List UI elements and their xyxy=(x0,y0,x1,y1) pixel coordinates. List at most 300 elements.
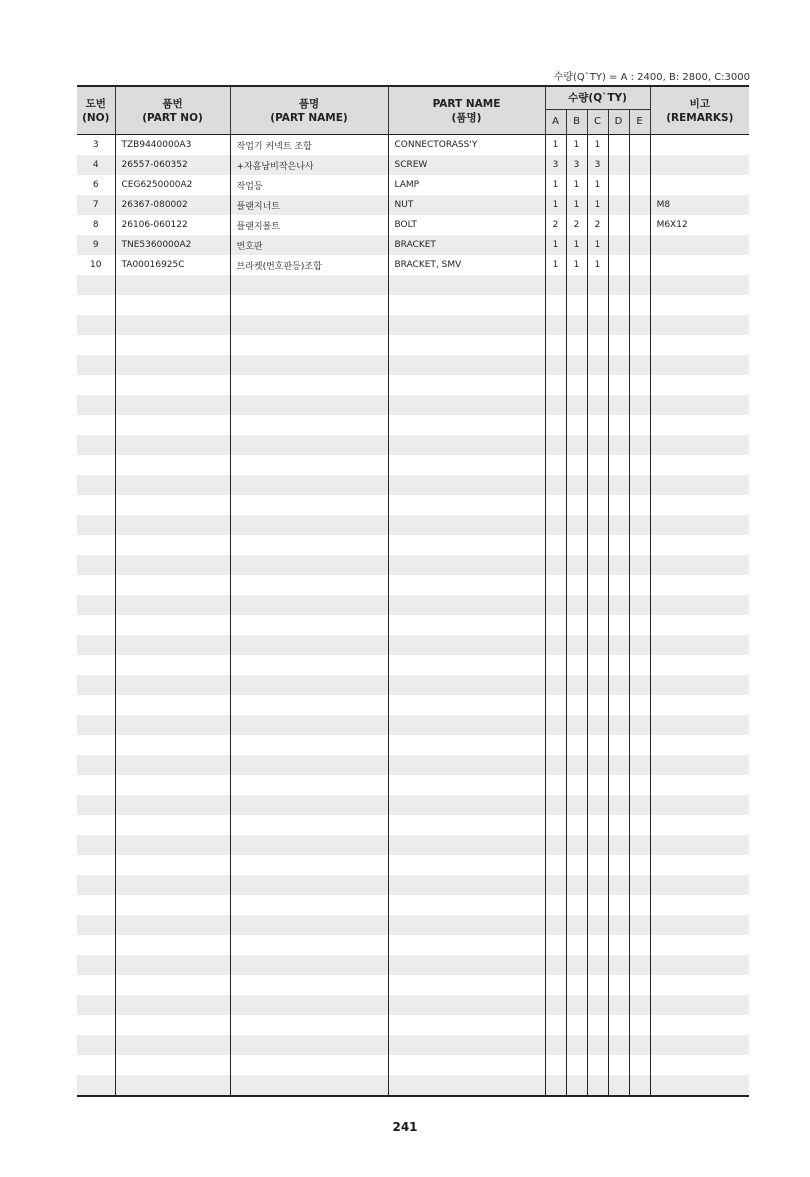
row-qty-a xyxy=(545,955,566,975)
row-no xyxy=(77,515,115,535)
row-no xyxy=(77,775,115,795)
table-row xyxy=(77,1055,749,1075)
row-remarks xyxy=(650,855,749,875)
row-name-en xyxy=(388,275,545,295)
row-remarks xyxy=(650,815,749,835)
row-no xyxy=(77,575,115,595)
row-qty-b xyxy=(566,795,587,815)
row-name-en xyxy=(388,375,545,395)
row-part-no: 26367-080002 xyxy=(115,195,230,215)
row-part-no xyxy=(115,875,230,895)
row-name-kr xyxy=(230,955,388,975)
row-qty-b xyxy=(566,915,587,935)
row-part-no xyxy=(115,795,230,815)
row-qty-e xyxy=(629,275,650,295)
table-row xyxy=(77,455,749,475)
row-name-kr xyxy=(230,1015,388,1035)
table-row xyxy=(77,255,749,275)
row-qty-e xyxy=(629,935,650,955)
row-no xyxy=(77,795,115,815)
row-qty-d xyxy=(608,815,629,835)
row-part-no xyxy=(115,615,230,635)
row-part-no xyxy=(115,835,230,855)
row-name-en xyxy=(388,615,545,635)
row-qty-a: 1 xyxy=(545,135,566,156)
row-part-no xyxy=(115,335,230,355)
row-name-en xyxy=(388,675,545,695)
header-part-no-en: (PART NO) xyxy=(142,111,203,124)
row-qty-a xyxy=(545,395,566,415)
row-name-kr xyxy=(230,1055,388,1075)
table-row xyxy=(77,735,749,755)
table-body xyxy=(77,135,749,1097)
row-remarks xyxy=(650,995,749,1015)
row-part-no xyxy=(115,655,230,675)
row-qty-a xyxy=(545,715,566,735)
row-name-en xyxy=(388,535,545,555)
table-header xyxy=(77,86,749,135)
row-name-en xyxy=(388,795,545,815)
row-qty-a xyxy=(545,895,566,915)
row-part-no xyxy=(115,275,230,295)
row-name-en xyxy=(388,955,545,975)
row-name-en xyxy=(388,495,545,515)
table-row xyxy=(77,475,749,495)
row-qty-a xyxy=(545,595,566,615)
row-qty-a xyxy=(545,375,566,395)
row-remarks xyxy=(650,435,749,455)
row-remarks xyxy=(650,515,749,535)
table-row xyxy=(77,915,749,935)
row-part-no xyxy=(115,395,230,415)
row-qty-c xyxy=(587,755,608,775)
row-qty-a xyxy=(545,875,566,895)
row-name-kr xyxy=(230,455,388,475)
row-qty-b xyxy=(566,295,587,315)
row-qty-c xyxy=(587,655,608,675)
row-name-en xyxy=(388,875,545,895)
row-qty-d xyxy=(608,395,629,415)
row-remarks xyxy=(650,1015,749,1035)
row-qty-d xyxy=(608,915,629,935)
row-qty-e xyxy=(629,155,650,175)
row-name-en xyxy=(388,1015,545,1035)
row-qty-b xyxy=(566,855,587,875)
row-no xyxy=(77,735,115,755)
row-name-en xyxy=(388,1075,545,1096)
row-qty-c xyxy=(587,675,608,695)
row-qty-b xyxy=(566,755,587,775)
row-name-kr xyxy=(230,475,388,495)
row-no xyxy=(77,815,115,835)
row-no xyxy=(77,975,115,995)
row-qty-a xyxy=(545,575,566,595)
row-part-no xyxy=(115,415,230,435)
row-qty-a xyxy=(545,1075,566,1096)
table-row xyxy=(77,375,749,395)
row-name-en: BRACKET, SMV xyxy=(388,255,545,275)
row-qty-b xyxy=(566,395,587,415)
row-remarks xyxy=(650,155,749,175)
row-no xyxy=(77,355,115,375)
row-remarks xyxy=(650,415,749,435)
row-qty-c xyxy=(587,335,608,355)
row-part-no xyxy=(115,535,230,555)
row-qty-d xyxy=(608,695,629,715)
row-qty-d xyxy=(608,495,629,515)
row-remarks xyxy=(650,275,749,295)
row-remarks xyxy=(650,475,749,495)
row-qty-c: 3 xyxy=(587,155,608,175)
row-qty-d xyxy=(608,375,629,395)
row-qty-b xyxy=(566,655,587,675)
row-remarks xyxy=(650,895,749,915)
row-part-no xyxy=(115,635,230,655)
row-remarks xyxy=(650,735,749,755)
row-qty-c xyxy=(587,555,608,575)
row-qty-e xyxy=(629,1055,650,1075)
row-qty-d xyxy=(608,255,629,275)
row-qty-e xyxy=(629,495,650,515)
header-no xyxy=(77,86,115,135)
row-no xyxy=(77,755,115,775)
row-part-no xyxy=(115,455,230,475)
row-name-en xyxy=(388,515,545,535)
table-row xyxy=(77,935,749,955)
row-qty-a: 1 xyxy=(545,235,566,255)
row-part-no xyxy=(115,595,230,615)
page-number: 241 xyxy=(392,1120,418,1134)
row-no xyxy=(77,315,115,335)
row-name-kr xyxy=(230,835,388,855)
row-qty-e xyxy=(629,915,650,935)
row-name-kr: 플랜지너트 xyxy=(230,195,388,215)
row-qty-b xyxy=(566,335,587,355)
row-qty-e xyxy=(629,675,650,695)
row-no: 9 xyxy=(77,235,115,255)
row-qty-d xyxy=(608,975,629,995)
table-row xyxy=(77,575,749,595)
row-remarks xyxy=(650,715,749,735)
row-part-no xyxy=(115,755,230,775)
row-qty-b xyxy=(566,535,587,555)
row-remarks xyxy=(650,975,749,995)
row-name-en xyxy=(388,755,545,775)
row-no xyxy=(77,475,115,495)
row-qty-d xyxy=(608,775,629,795)
row-part-no xyxy=(115,1035,230,1055)
header-pname-en: PART NAME xyxy=(432,97,501,110)
row-qty-e xyxy=(629,975,650,995)
row-no: 10 xyxy=(77,255,115,275)
row-qty-d xyxy=(608,675,629,695)
row-remarks xyxy=(650,675,749,695)
row-qty-e xyxy=(629,235,650,255)
row-part-no xyxy=(115,515,230,535)
row-qty-e xyxy=(629,375,650,395)
row-part-no: TNE5360000A2 xyxy=(115,235,230,255)
row-qty-b: 3 xyxy=(566,155,587,175)
row-qty-d xyxy=(608,835,629,855)
row-qty-b xyxy=(566,1075,587,1096)
table-row xyxy=(77,315,749,335)
row-remarks xyxy=(650,935,749,955)
row-qty-b xyxy=(566,555,587,575)
row-qty-c xyxy=(587,855,608,875)
row-remarks xyxy=(650,235,749,255)
row-remarks xyxy=(650,775,749,795)
row-qty-c xyxy=(587,735,608,755)
row-remarks xyxy=(650,295,749,315)
row-no xyxy=(77,395,115,415)
table-row xyxy=(77,655,749,675)
row-qty-a xyxy=(545,355,566,375)
row-qty-e xyxy=(629,455,650,475)
row-qty-b xyxy=(566,735,587,755)
row-name-en xyxy=(388,975,545,995)
row-qty-e xyxy=(629,395,650,415)
row-qty-b: 1 xyxy=(566,175,587,195)
row-no xyxy=(77,635,115,655)
row-qty-b: 1 xyxy=(566,235,587,255)
header-pname-kr: (품명) xyxy=(451,111,482,124)
table-row xyxy=(77,775,749,795)
row-qty-b xyxy=(566,815,587,835)
row-no xyxy=(77,715,115,735)
row-name-kr: +자흠남비작은나사 xyxy=(230,155,388,175)
row-remarks xyxy=(650,835,749,855)
row-qty-c xyxy=(587,615,608,635)
row-qty-b: 1 xyxy=(566,195,587,215)
table-row xyxy=(77,235,749,255)
row-no: 6 xyxy=(77,175,115,195)
row-remarks xyxy=(650,755,749,775)
row-qty-b xyxy=(566,575,587,595)
row-name-kr xyxy=(230,615,388,635)
row-qty-e xyxy=(629,995,650,1015)
row-qty-b xyxy=(566,515,587,535)
row-name-kr xyxy=(230,655,388,675)
row-name-kr xyxy=(230,515,388,535)
row-no xyxy=(77,1035,115,1055)
row-part-no xyxy=(115,715,230,735)
row-qty-b xyxy=(566,715,587,735)
row-name-kr xyxy=(230,715,388,735)
row-qty-d xyxy=(608,315,629,335)
row-no xyxy=(77,435,115,455)
row-remarks xyxy=(650,375,749,395)
row-name-kr xyxy=(230,855,388,875)
table-row xyxy=(77,615,749,635)
row-qty-a xyxy=(545,335,566,355)
row-qty-a xyxy=(545,475,566,495)
row-qty-b xyxy=(566,1015,587,1035)
row-qty-c xyxy=(587,535,608,555)
row-no xyxy=(77,655,115,675)
row-remarks xyxy=(650,315,749,335)
row-remarks xyxy=(650,955,749,975)
row-remarks xyxy=(650,1055,749,1075)
row-remarks xyxy=(650,795,749,815)
table-row xyxy=(77,555,749,575)
row-qty-d xyxy=(608,335,629,355)
row-qty-b xyxy=(566,455,587,475)
row-name-kr: 플랜지볼트 xyxy=(230,215,388,235)
row-qty-d xyxy=(608,795,629,815)
row-qty-d xyxy=(608,855,629,875)
row-qty-d xyxy=(608,595,629,615)
row-qty-d xyxy=(608,355,629,375)
row-name-en xyxy=(388,455,545,475)
row-qty-e xyxy=(629,1035,650,1055)
row-remarks xyxy=(650,335,749,355)
table-row xyxy=(77,975,749,995)
row-qty-c xyxy=(587,995,608,1015)
row-remarks xyxy=(650,395,749,415)
row-part-no xyxy=(115,935,230,955)
row-qty-d xyxy=(608,235,629,255)
row-qty-a: 1 xyxy=(545,255,566,275)
row-no xyxy=(77,1075,115,1096)
row-qty-d xyxy=(608,955,629,975)
row-qty-e xyxy=(629,515,650,535)
row-qty-c xyxy=(587,495,608,515)
row-qty-b xyxy=(566,375,587,395)
row-name-kr xyxy=(230,635,388,655)
row-qty-b xyxy=(566,435,587,455)
row-remarks xyxy=(650,915,749,935)
row-no xyxy=(77,915,115,935)
header-qty-e: E xyxy=(629,110,650,135)
row-name-kr xyxy=(230,555,388,575)
row-name-en: SCREW xyxy=(388,155,545,175)
row-remarks xyxy=(650,455,749,475)
row-name-en xyxy=(388,835,545,855)
row-qty-e xyxy=(629,415,650,435)
row-qty-c xyxy=(587,415,608,435)
row-part-no xyxy=(115,375,230,395)
row-remarks xyxy=(650,615,749,635)
row-qty-e xyxy=(629,295,650,315)
row-name-en xyxy=(388,775,545,795)
table-row xyxy=(77,355,749,375)
row-qty-b xyxy=(566,935,587,955)
row-name-en xyxy=(388,735,545,755)
table-row xyxy=(77,795,749,815)
row-qty-b xyxy=(566,275,587,295)
row-qty-a: 1 xyxy=(545,195,566,215)
row-name-kr xyxy=(230,815,388,835)
row-qty-b xyxy=(566,875,587,895)
row-name-en xyxy=(388,415,545,435)
row-qty-b xyxy=(566,895,587,915)
row-remarks xyxy=(650,555,749,575)
row-name-en xyxy=(388,635,545,655)
row-part-no xyxy=(115,1075,230,1096)
row-part-no xyxy=(115,495,230,515)
row-part-no xyxy=(115,1055,230,1075)
row-name-en xyxy=(388,475,545,495)
row-qty-c: 1 xyxy=(587,175,608,195)
row-name-kr xyxy=(230,375,388,395)
row-qty-b xyxy=(566,635,587,655)
row-qty-a xyxy=(545,935,566,955)
row-qty-b xyxy=(566,1035,587,1055)
row-name-kr xyxy=(230,435,388,455)
row-qty-d xyxy=(608,995,629,1015)
row-qty-e xyxy=(629,835,650,855)
row-name-kr xyxy=(230,675,388,695)
table-row xyxy=(77,875,749,895)
row-no: 4 xyxy=(77,155,115,175)
row-name-en xyxy=(388,575,545,595)
row-qty-c xyxy=(587,275,608,295)
row-name-en xyxy=(388,1055,545,1075)
row-qty-e xyxy=(629,955,650,975)
row-part-no xyxy=(115,735,230,755)
row-qty-a xyxy=(545,655,566,675)
row-qty-a xyxy=(545,775,566,795)
row-qty-d xyxy=(608,1075,629,1096)
row-part-no xyxy=(115,975,230,995)
table-row xyxy=(77,815,749,835)
row-name-en: NUT xyxy=(388,195,545,215)
table-row xyxy=(77,715,749,735)
row-part-no xyxy=(115,295,230,315)
row-name-kr: 브라켓(번호판등)조합 xyxy=(230,255,388,275)
table-row xyxy=(77,275,749,295)
row-qty-c xyxy=(587,955,608,975)
row-qty-a xyxy=(545,755,566,775)
table-row xyxy=(77,535,749,555)
row-part-no: TZB9440000A3 xyxy=(115,135,230,156)
table-row xyxy=(77,155,749,175)
row-qty-a: 3 xyxy=(545,155,566,175)
row-name-en xyxy=(388,655,545,675)
row-qty-e xyxy=(629,315,650,335)
row-qty-c xyxy=(587,1075,608,1096)
row-qty-e xyxy=(629,875,650,895)
row-name-en xyxy=(388,855,545,875)
row-qty-c xyxy=(587,595,608,615)
row-qty-b xyxy=(566,475,587,495)
row-name-kr xyxy=(230,315,388,335)
row-name-en xyxy=(388,595,545,615)
row-name-en xyxy=(388,335,545,355)
row-qty-d xyxy=(608,555,629,575)
row-name-en xyxy=(388,935,545,955)
row-name-kr xyxy=(230,575,388,595)
row-part-no xyxy=(115,315,230,335)
row-qty-d xyxy=(608,455,629,475)
row-qty-b xyxy=(566,675,587,695)
row-name-en xyxy=(388,915,545,935)
row-qty-e xyxy=(629,555,650,575)
row-qty-b: 2 xyxy=(566,215,587,235)
row-remarks xyxy=(650,535,749,555)
row-name-kr: 번호판 xyxy=(230,235,388,255)
table-row xyxy=(77,395,749,415)
row-qty-d xyxy=(608,655,629,675)
row-no xyxy=(77,275,115,295)
row-name-en xyxy=(388,435,545,455)
row-name-kr xyxy=(230,1075,388,1096)
row-qty-b xyxy=(566,995,587,1015)
row-name-en xyxy=(388,815,545,835)
row-qty-b xyxy=(566,695,587,715)
row-qty-a xyxy=(545,415,566,435)
row-part-no: 26557-060352 xyxy=(115,155,230,175)
